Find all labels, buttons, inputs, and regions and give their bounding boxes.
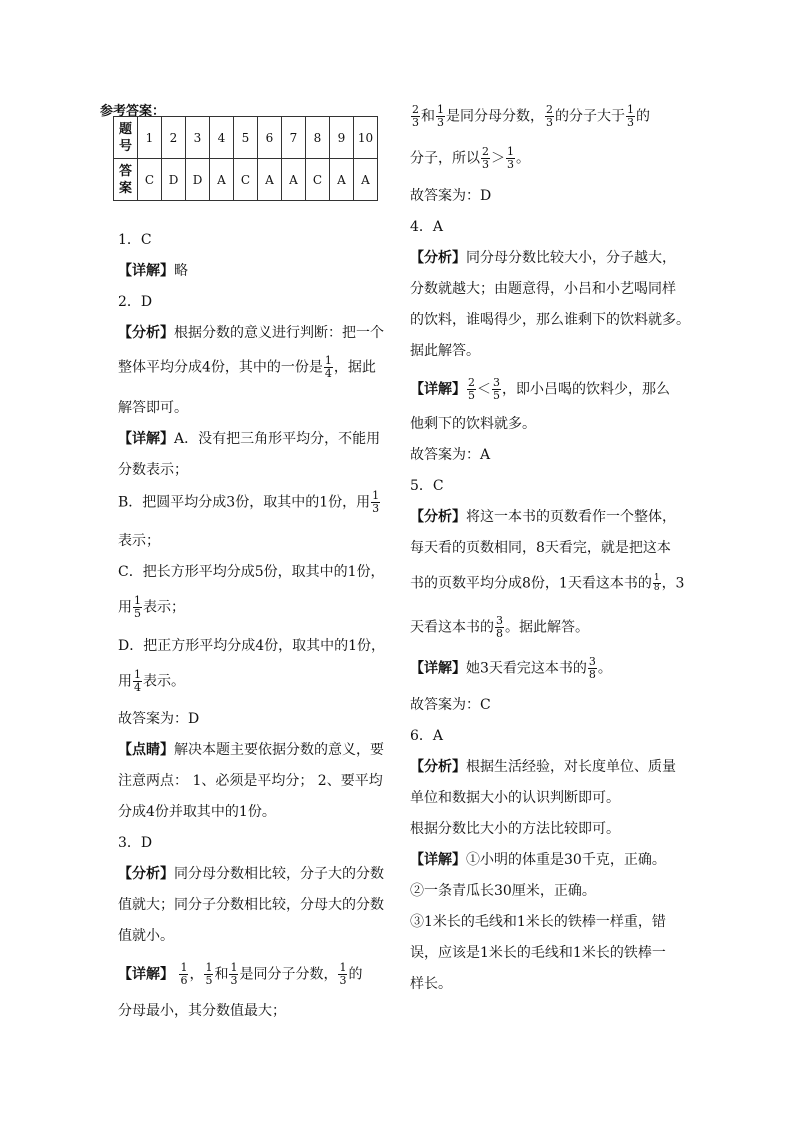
q6-analysis-line: 根据分数比大小的方法比较即可。	[410, 821, 620, 837]
q5-number: 5．C	[410, 478, 444, 494]
q2-analysis-line: 【分析】根据分数的意义进行判断：把一个	[118, 325, 384, 341]
question-number: 10	[354, 117, 378, 159]
q1-detail: 【详解】略	[118, 263, 188, 279]
fraction: $\frac{1}{3}$	[339, 961, 347, 987]
q2-number: 2．D	[118, 294, 153, 310]
answer-table	[113, 116, 378, 201]
q2-detail-line: D．把正方形平均分成4份，取其中的1份，	[118, 638, 386, 654]
q2-remark-line: 【点睛】解决本题主要依据分数的意义，要	[118, 742, 384, 758]
q6-detail-line: 【详解】①小明的体重是30千克，正确。	[410, 852, 666, 868]
q6-detail-line: 样长。	[410, 976, 452, 992]
fraction: $\frac{1}{8}$	[653, 573, 660, 593]
q6-number: 6．A	[410, 728, 444, 744]
q3-detail-line: 分母最小，其分数值最大；	[118, 1003, 286, 1019]
q5-analysis-line: 天看这本书的 $\frac{3}{8}$ 。据此解答。	[410, 614, 589, 640]
answer-cell: D	[162, 159, 186, 201]
q2-detail-line: B．把圆平均分成3份，取其中的1份，用 $\frac{1}{3}$	[118, 489, 380, 515]
q2-analysis-line: 解答即可。	[118, 400, 188, 416]
answer-table-header-label: 题 号	[114, 117, 138, 159]
question-number: 8	[306, 117, 330, 159]
fraction: $\frac{1}{3}$	[507, 145, 514, 171]
q4-analysis-line: 的饮料，谁喝得少，那么谁剩下的饮料就多。	[410, 312, 690, 328]
q5-analysis-line: 【分析】将这一本书的页数看作一个整体，	[410, 509, 676, 525]
q5-detail-line: 【详解】她3天看完这本书的 $\frac{3}{8}$ 。	[410, 655, 612, 681]
question-number: 6	[258, 117, 282, 159]
q2-detail-line: 用 $\frac{1}{4}$ 表示。	[118, 668, 185, 694]
q6-detail-line: ②一条青瓜长30厘米，正确。	[410, 883, 596, 899]
q2-detail-line: 【详解】A．没有把三角形平均分，不能用	[118, 431, 381, 447]
q3-analysis-line: 【分析】同分母分数相比较，分子大的分数	[118, 866, 384, 882]
q4-analysis-line: 分数就越大；由题意得，小吕和小艺喝同样	[410, 281, 676, 297]
q2-remark-line: 注意两点： 1、必须是平均分； 2、要平均	[118, 773, 383, 789]
q3-continued-line: 分子，所以 $\frac{2}{3}$ ＞ $\frac{1}{3}$ 。	[410, 145, 530, 171]
answer-cell: C	[234, 159, 258, 201]
answer-table-title: 参考答案：	[100, 104, 166, 119]
fraction: $\frac{1}{4}$	[134, 668, 141, 694]
q4-detail-line: 【详解】 $\frac{2}{5}$ ＜ $\frac{3}{5}$ ，即小吕喝的饮料少，那么	[410, 376, 670, 402]
q4-number: 4．A	[410, 219, 444, 235]
fraction: $\frac{2}{5}$	[468, 376, 475, 402]
question-number: 5	[234, 117, 258, 159]
fraction: $\frac{1}{5}$	[134, 594, 141, 620]
q5-analysis-line: 书的页数平均分成8份，1天看这本书的 $\frac{1}{8}$ ，3	[410, 573, 685, 593]
answer-cell: A	[258, 159, 282, 201]
q3-analysis-line: 值就大；同分子分数相比较，分母大的分数	[118, 897, 384, 913]
fraction: $\frac{2}{3}$	[482, 145, 489, 171]
answer-table-answer-row	[114, 159, 378, 201]
q3-continued-line: $\frac{2}{3}$ 和 $\frac{1}{3}$ 是同分母分数， $\frac{2}{3}$ 的分子大于 $\frac{1}{3}$ 的	[412, 103, 650, 129]
answer-cell: A	[354, 159, 378, 201]
answer-cell: A	[330, 159, 354, 201]
fraction: $\frac{1}{6}$	[180, 961, 188, 987]
q2-answer: 故答案为：D	[118, 711, 200, 727]
question-number: 7	[282, 117, 306, 159]
q6-detail-line: ③1米长的毛线和1米长的铁棒一样重，错	[410, 914, 666, 930]
q4-analysis-line: 【分析】同分母分数比较大小，分子越大，	[410, 250, 676, 266]
fraction: $\frac{1}{3}$	[627, 103, 634, 129]
q4-analysis-line: 据此解答。	[410, 343, 480, 359]
answer-cell: A	[210, 159, 234, 201]
q3-answer: 故答案为：D	[410, 188, 492, 204]
fraction: $\frac{3}{5}$	[493, 376, 500, 402]
question-number: 2	[162, 117, 186, 159]
fraction: $\frac{1}{4}$	[324, 354, 332, 380]
fraction: $\frac{1}{5}$	[205, 961, 213, 987]
q6-analysis-line: 【分析】根据生活经验，对长度单位、质量	[410, 759, 676, 775]
fraction: $\frac{1}{3}$	[230, 961, 238, 987]
answer-cell: A	[282, 159, 306, 201]
q5-analysis-line: 每天看的页数相同，8天看完，就是把这本	[410, 540, 671, 556]
fraction: $\frac{1}{3}$	[372, 489, 380, 515]
q2-analysis-line: 整体平均分成4份，其中的一份是 $\frac{1}{4}$ ，据此	[118, 354, 376, 380]
question-number: 1	[138, 117, 162, 159]
fraction: $\frac{3}{8}$	[588, 655, 596, 681]
q2-detail-line: 用 $\frac{1}{5}$ 表示；	[118, 594, 185, 620]
q3-number: 3．D	[118, 835, 153, 851]
answer-table-number-row	[114, 117, 378, 159]
fraction: $\frac{2}{3}$	[546, 103, 553, 129]
fraction: $\frac{3}{8}$	[496, 614, 503, 640]
q3-analysis-line: 值就小。	[118, 928, 174, 944]
fraction: $\frac{2}{3}$	[412, 103, 419, 129]
q1-number: 1．C	[118, 232, 152, 248]
question-number: 3	[186, 117, 210, 159]
answer-cell: D	[186, 159, 210, 201]
question-number: 9	[330, 117, 354, 159]
q6-detail-line: 误，应该是1米长的毛线和1米长的铁棒一	[410, 945, 666, 961]
q5-answer: 故答案为：C	[410, 697, 491, 713]
q2-detail-line: 分数表示；	[118, 462, 188, 478]
q4-detail-line: 他剩下的饮料就多。	[410, 416, 536, 432]
fraction: $\frac{1}{3}$	[437, 103, 444, 129]
q2-remark-line: 分成4份并取其中的1份。	[118, 804, 276, 820]
answer-cell: C	[138, 159, 162, 201]
question-number: 4	[210, 117, 234, 159]
answer-cell: C	[306, 159, 330, 201]
q2-detail-line: 表示；	[118, 533, 160, 549]
q4-answer: 故答案为：A	[410, 447, 491, 463]
q3-detail-line: 【详解】 $\frac{1}{6}$ ， $\frac{1}{5}$ 和 $\frac{1}{3}$ 是同分子分数， $\frac{1}{3}$ 的	[118, 961, 363, 987]
answer-table-answer-label: 答 案	[114, 159, 138, 201]
q6-analysis-line: 单位和数据大小的认识判断即可。	[410, 790, 620, 806]
q2-detail-line: C．把长方形平均分成5份，取其中的1份，	[118, 564, 385, 580]
